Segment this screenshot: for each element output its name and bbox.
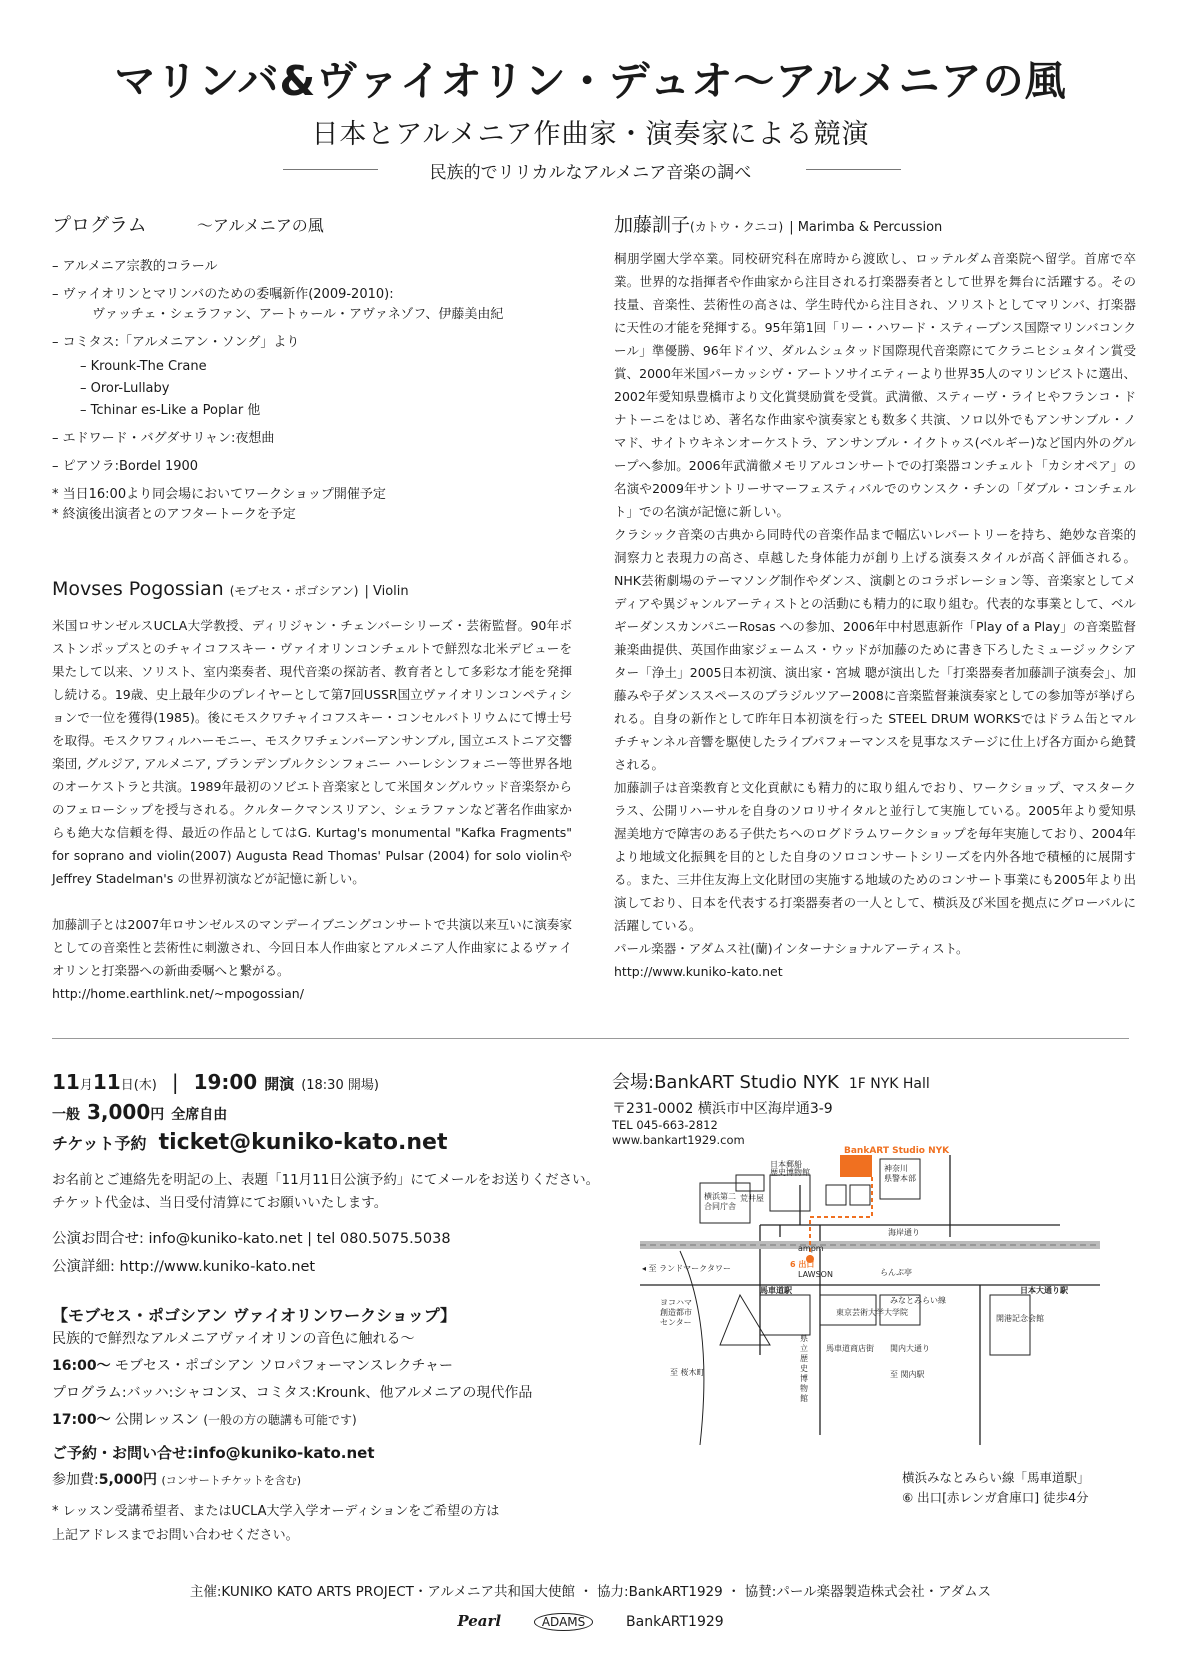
kato-bio-3: 加藤訓子は音楽教育と文化貢献にも精力的に取り組んでおり、ワークショップ、マスタークラス、公開リハーサルを自身のソロリサイタルと並行して実施している。2005年より愛知県渥美地方で障害のある子供たちへのログドラムワークショップを毎年実施しており、2004年より地域文化振興を目的とした自身のソロコンサートシリーズを内外各地で積極的に展開する。また、三井住友海上文化財団の実施する地域のためのコンサート事業にも2005年より出演しており、日本を代表する打楽器奏者の一人として、横浜及び米国を拠点にグローバルに活躍している。: [614, 780, 1136, 933]
workshop-note-2: 上記アドレスまでお問い合わせください。: [52, 1528, 299, 1543]
ticket-reservation: [52, 1130, 612, 1155]
pogossian-bio: 米国ロサンゼルスUCLA大学教授、ディリジャン・チェンバーシリーズ・芸術監督。90年ボストンポップスとのチャイコフスキー・ヴァイオリンコンチェルトで鮮烈な北米デビューを果たして以来、ソリスト、室内楽奏者、現代音楽の探訪者、教育者として多彩な才能を発揮し続ける。19歳、史上最年少のプレイヤーとして第7回USSR国立ヴァイオリンコンペティションで一位を獲得(1985)。後にモスクワチャイコフスキー・コンセルバトリウムにて博士号を取得。モスクワフィルハーモニー、モスクワチェンバーアンサンブル, 国立エストニア交響楽団, グルジア, アルメニア, ブランデンブルクシンフォニー ハーレシンフォニー等世界各地のオーケストラと共演。1989年最初のソビエト音楽家として米国タングルウッド音楽祭からのフェローシップを授与される。クルタークマンスリアン、シェラファンなど著名作曲家からも絶大な信頼を得、最近の作品としてはG. Kurtag's monumental "Kafka Fragments" for soprano and violin(2007) Augusta Read Thomas' Pulsar (2004) for solo violinや Jeffrey Stadelman's の世界初演などが記憶に新しい。: [52, 618, 572, 886]
venue-name-text: BankART Studio NYK: [654, 1072, 839, 1093]
map-label-station: 馬車道駅: [760, 1286, 792, 1295]
ticket-instructions: お名前とご連絡先を明記の上、表題「11月11日公演予約」にてメールをお送りください。チケット代金は、当日受付清算にてお願いいたします。: [52, 1172, 600, 1211]
kato-section: [614, 210, 1136, 983]
program-item: ヴァッチェ・シェラファン、アートゥール・アヴァネゾフ、伊藤美由紀: [92, 307, 504, 322]
pogossian-section: [52, 578, 572, 1005]
program-heading: [52, 210, 572, 237]
map-label: 日本郵船: [770, 1160, 802, 1169]
map-venue-marker: [840, 1155, 872, 1177]
workshop-note-1: * レッスン受講希望者、またはUCLA大学入学オーディションをご希望の方は: [52, 1504, 500, 1519]
map-label: 東京芸術大学大学院: [836, 1308, 908, 1317]
access-note: [902, 1468, 1090, 1508]
map-building: [850, 1185, 870, 1205]
program-item: – エドワード・バグダサリャン:夜想曲: [52, 431, 275, 446]
pearl-logo: Pearl: [457, 1612, 502, 1630]
event-separator: |: [171, 1070, 179, 1094]
venue-web[interactable]: www.bankart1929.com: [612, 1133, 745, 1147]
map-center-marker: [720, 1295, 770, 1345]
map-label: 関内大通り: [890, 1344, 930, 1353]
kato-bio-2: クラシック音楽の古典から同時代の音楽作品まで幅広いレパートリーを持ち、絶妙な音楽的洞察力と表現力の高さ、卓越した身体能力が創り上げる演奏スタイルが高く評価される。NHK芸術劇場のテーマソング制作やダンス、演劇とのコラボレーション等、音楽家としてメディアや異ジャンルアーティストとの活動にも精力的に取り組む。代表的な事業として、ベルギーダンスカンパニーRosas への参加、2006年中村恩恵新作「Play of a Play」の音楽監督兼楽曲提供、英国作曲家ジェームス・ウッドが加藤のために書き下ろしたミュージックシアター「浄土」2005日本初演、演出家・宮城 聰が演出した「打楽器奏者加藤訓子演奏会」、加藤みや子ダンススペースのブラジルツアー2008に音楽監督兼演奏家としての参加等が挙げられる。自身の新作として昨年日本初演を行った STEEL DRUM WORKSではドラム缶とマルチチャンネル音響を駆使したライブパフォーマンスを見事なステージに仕上げ各方面から絶賛される。: [614, 527, 1136, 772]
program-heading-sub: 〜アルメニアの風: [196, 216, 324, 235]
program-subitem: – Krounk-The Crane: [80, 359, 207, 374]
program-note: * 当日16:00より同会場においてワークショップ開催予定: [52, 487, 386, 502]
workshop-reserve[interactable]: ご予約・お問い合せ:info@kuniko-kato.net: [52, 1444, 375, 1462]
price-value: 3,000: [86, 1100, 151, 1124]
kato-url[interactable]: http://www.kuniko-kato.net: [614, 964, 783, 979]
pogossian-kana: (モブセス・ポゴシアン): [229, 584, 359, 598]
bankart-logo: BankART1929: [626, 1614, 724, 1630]
event-time-label: 開演: [264, 1075, 295, 1093]
map-building: [990, 1295, 1030, 1355]
program-section: [52, 210, 572, 525]
section-divider: [52, 1038, 1129, 1039]
event-weekday: (木): [133, 1078, 157, 1093]
sponsors: 主催:KUNIKO KATO ARTS PROJECT・アルメニア共和国大使館 ・ 協力:BankART1929 ・ 協賛:パール楽器製造株式会社・アダムス: [189, 1584, 992, 1600]
kato-role: | Marimba & Percussion: [789, 220, 943, 235]
event-month: 11: [52, 1070, 80, 1094]
sponsor-logos: [0, 1612, 1181, 1631]
map-label: 馬車道商店街: [826, 1344, 874, 1353]
map-label: 至 関内駅: [890, 1370, 925, 1379]
kato-bio-4: パール楽器・アダムス社(蘭)インターナショナルアーティスト。: [614, 941, 969, 956]
program-note: * 終演後出演者とのアフタートークを予定: [52, 507, 296, 522]
program-subitem: – Oror-Lullaby: [80, 381, 170, 396]
event-month-unit: 月: [79, 1078, 93, 1093]
event-contact: [52, 1225, 612, 1281]
price-note: 全席自由: [171, 1107, 228, 1123]
pogossian-heading: [52, 578, 572, 600]
venue-tel: TEL 045-663-2812: [612, 1118, 718, 1132]
access-map: [640, 1146, 1100, 1455]
map-label: みなとみらい線: [890, 1296, 946, 1305]
program-item: – ヴァイオリンとマリンバのための委嘱新作(2009-2010):: [52, 287, 394, 302]
venue-info: [612, 1068, 1132, 1148]
venue-label: 会場:: [612, 1072, 655, 1093]
map-label: 史: [800, 1364, 808, 1373]
event-doors: (18:30 開場): [301, 1078, 379, 1093]
pogossian-name: Movses Pogossian: [52, 578, 224, 600]
map-label: 歴: [800, 1354, 808, 1363]
workshop-session-2: [52, 1407, 612, 1434]
price-label: 一般: [52, 1107, 80, 1123]
map-label: 歴史博物館: [770, 1168, 810, 1177]
event-day: 11: [92, 1070, 121, 1094]
pogossian-url[interactable]: http://home.earthlink.net/~mpogossian/: [52, 986, 304, 1001]
kato-heading: [614, 210, 1136, 237]
program-item: – コミタス:「アルメニアン・ソング」より: [52, 335, 300, 350]
map-building: [770, 1175, 810, 1211]
session2-time: 17:00〜: [52, 1412, 111, 1428]
map-label: ヨコハマ: [660, 1298, 692, 1307]
tagline-rule-right: [806, 169, 901, 170]
event-datetime: [52, 1070, 612, 1094]
map-label: 館: [800, 1394, 808, 1403]
map-label-venue: BankART Studio NYK: [844, 1146, 950, 1156]
map-label: 県: [800, 1334, 808, 1343]
map-label: 県警本部: [884, 1174, 916, 1183]
adams-logo: ADAMS: [534, 1613, 593, 1631]
program-heading-label: プログラム: [52, 214, 147, 236]
map-label: 荒井屋: [740, 1194, 764, 1203]
map-label: 物: [800, 1384, 808, 1393]
map-label: らんぷ亭: [880, 1268, 912, 1277]
session1-desc: モブセス・ポゴシアン ソロパフォーマンスレクチャー: [115, 1358, 453, 1374]
fee-value: 5,000円: [98, 1472, 158, 1488]
map-label: 合同庁舎: [704, 1202, 736, 1211]
event-inquiry[interactable]: 公演お問合せ: info@kuniko-kato.net | tel 080.5075.5038: [52, 1231, 451, 1247]
event-day-unit: 日: [120, 1078, 134, 1093]
kato-name: 加藤訓子: [614, 214, 691, 236]
event-time: 19:00: [193, 1070, 258, 1094]
program-item: – アルメニア宗教的コラール: [52, 259, 218, 274]
page-subtitle: 日本とアルメニア作曲家・演奏家による競演: [311, 119, 870, 150]
program-item: – ピアソラ:Bordel 1900: [52, 459, 199, 474]
map-label: ampm: [798, 1244, 824, 1253]
kato-bio-1: 桐朋学園大学卒業。同校研究科在席時から渡欧し、ロッテルダム音楽院へ留学。首席で卒業。世界的な指揮者や作曲家から注目される打楽器奏者として世界を舞台に活躍する。その技量、音楽性、芸術性の高さは、学生時代から注目され、ソリストとしてマリンバ、打楽器に天性の才能を発揮する。95年第1回「リー・ハワード・スティーブンス国際マリンバコンクール」準優勝、96年ドイツ、ダルムシュタッド国際現代音楽際にてクラニヒシュタイン賞受賞、2000年米国パーカッシヴ・アートソサイエティーより世界35人のマリンビストに選出、2002年愛知県豊橋市より文化賞奨励賞を受賞。武満徹、スティーヴ・ライヒやフランコ・ドナトーニをはじめ、著名な作曲家や演奏家とも数多く共演、ソロ以外でもアンサンブル・ノマド、サイトウキネンオーケストラ、アンサンブル・イクトゥス(ベルギー)など国内外のグループへ参加。2006年武満徹メモリアルコンサートでの打楽器コンチェルト「カシオペア」の名演や2009年サントリーサマーフェスティバルでのウンスク・チンの「ダブル・コンチェルト」での名演が記憶に新しい。: [614, 251, 1136, 519]
map-label: センター: [660, 1318, 692, 1327]
venue-name: [612, 1068, 1132, 1094]
workshop-session-1: [52, 1353, 612, 1380]
map-label-exit: 6 出口: [790, 1260, 815, 1269]
map-label: 横浜第二: [704, 1192, 736, 1201]
tagline: 民族的でリリカルなアルメニア音楽の調べ: [429, 163, 752, 183]
map-label: 立: [800, 1344, 808, 1353]
kato-kana: (カトウ・クニコ): [690, 220, 784, 234]
page-title: マリンバ&ヴァイオリン・デュオ〜アルメニアの風: [114, 57, 1067, 105]
event-info: [52, 1070, 612, 1548]
access-line-1: 横浜みなとみらい線「馬車道駅」: [902, 1470, 1090, 1485]
map-label: 神奈川: [884, 1164, 908, 1173]
ticket-email-link[interactable]: ticket@kuniko-kato.net: [158, 1130, 448, 1155]
session2-note: (一般の方の聴講も可能です): [203, 1413, 357, 1427]
price-unit: 円: [150, 1107, 165, 1123]
program-subitem: – Tchinar es-Like a Poplar 他: [80, 403, 261, 418]
map-label: 海岸通り: [888, 1228, 920, 1237]
venue-address: 〒231-0002 横浜市中区海岸通3-9: [612, 1101, 833, 1117]
program-notes: [52, 485, 572, 525]
fee-label: 参加費:: [52, 1472, 99, 1488]
workshop-title: 【モブセス・ポゴシアン ヴァイオリンワークショップ】: [52, 1306, 456, 1325]
map-building: [826, 1185, 846, 1205]
program-list: [52, 257, 572, 477]
event-price: [52, 1100, 612, 1124]
event-details[interactable]: 公演詳細: http://www.kuniko-kato.net: [52, 1259, 316, 1275]
map-label: 開港記念会館: [996, 1314, 1044, 1323]
session1-time: 16:00〜: [52, 1358, 111, 1374]
fee-note: (コンサートチケットを含む): [161, 1474, 302, 1487]
workshop-program: プログラム:バッハ:シャコンヌ、コミタス:Krounk、他アルメニアの現代作品: [52, 1385, 533, 1401]
ticket-label: チケット予約: [52, 1134, 147, 1153]
pogossian-bio-2: 加藤訓子とは2007年ロサンゼルスのマンデーイブニングコンサートで共演以来互いに演奏家としての音楽性と芸術性に刺激され、今回日本人作曲家とアルメニア人作曲家によるヴァイオリンと打楽器への新曲委嘱へと繋がる。: [52, 917, 572, 978]
map-road-curve: [680, 1251, 704, 1445]
access-line-2: ⑥ 出口[赤レンガ倉庫口] 徒歩4分: [902, 1490, 1089, 1505]
map-label: 創造都市: [660, 1308, 692, 1317]
pogossian-role: | Violin: [364, 584, 409, 599]
map-label: 博: [800, 1374, 808, 1383]
map-building: [760, 1295, 810, 1335]
map-label: ◂ 至 ランドマークタワー: [642, 1264, 731, 1273]
map-label: 至 桜木町: [670, 1368, 705, 1377]
map-label-station: 日本大通り駅: [1020, 1286, 1068, 1295]
workshop-fee: [52, 1467, 612, 1494]
workshop-subtitle: 民族的で鮮烈なアルメニアヴァイオリンの音色に触れる〜: [52, 1331, 415, 1347]
session2-desc: 公開レッスン: [115, 1412, 199, 1428]
map-label: LAWSON: [798, 1270, 833, 1279]
venue-floor: 1F NYK Hall: [848, 1076, 930, 1092]
